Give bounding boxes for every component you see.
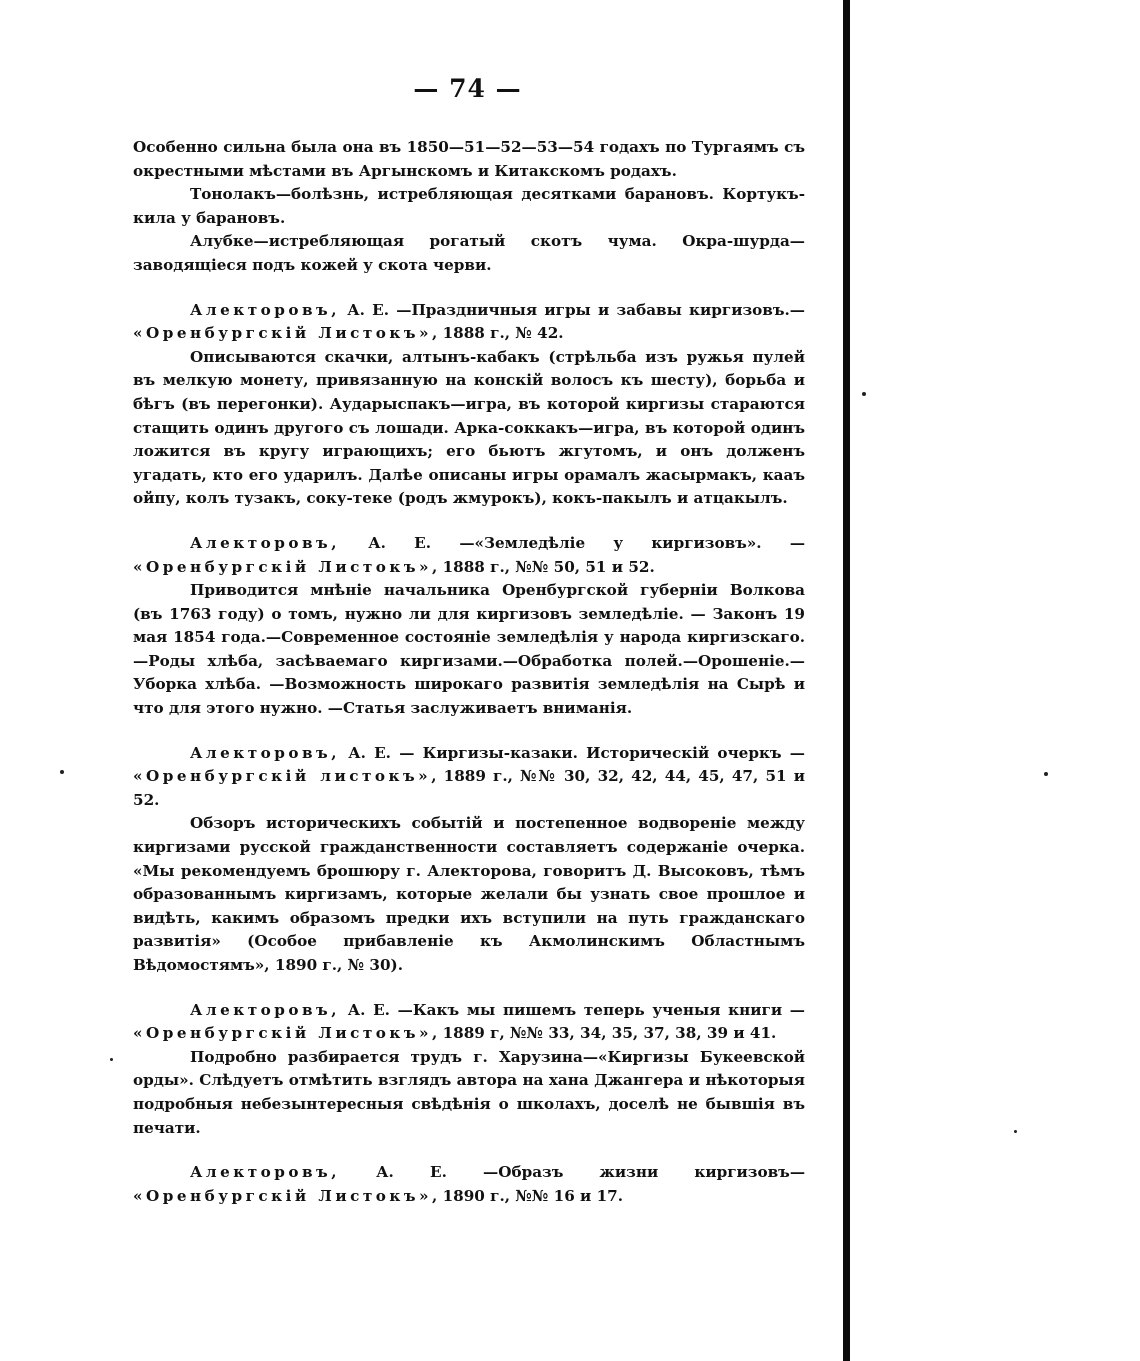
entry-issue: , 1888 г., № 42. [432,324,564,343]
entry-heading [133,532,805,579]
bibliography-entry-2 [133,532,805,721]
entry-author: Алекторовъ, [190,533,340,552]
entry-title: —Праздничныя игры и забавы киргизовъ.— [396,300,805,319]
entry-body: Обзоръ историческихъ событій и постепенное водвореніе между киргизами русской гражданственности составляетъ содержаніе очерка. «Мы рекомендуемъ брошюру г. Алекторова, говоритъ Д. Высоковъ, тѣмъ образованнымъ киргизамъ, которые желали бы узнать свое прошлое и видѣть, какимъ образомъ предки ихъ вступили на путь гражданскаго развитія» (Особое прибавленіе къ Акмолинскимъ Областнымъ Вѣдомостямъ», 1890 г., № 30). [133,814,805,974]
entry-author: Алекторовъ, [190,300,340,319]
scan-speck [1014,1130,1017,1133]
entry-heading [133,1161,805,1208]
entry-journal: «Оренбургскій Листокъ» [133,557,433,576]
entry-body: Подробно разбирается трудъ г. Харузина—«Киргизы Букеевской орды». Слѣдуетъ отмѣтить взглядъ автора на хана Джангера и нѣкоторыя подробныя небезынтересныя свѣдѣнія о школахъ, доселѣ не бывшія въ печати. [133,1047,805,1137]
entry-body: Приводится мнѣніе начальника Оренбургской губерніи Волкова (въ 1763 году) о томъ, нужно ли для киргизовъ земледѣліе. — Законъ 19 мая 1854 года.—Современное состояніе земледѣлія у народа киргизскаго.—Роды хлѣба, засѣваемаго киргизами.—Обработка полей.—Орошеніе.—Уборка хлѣба. —Возможность широкаго развитія земледѣлія на Сырѣ и что для этого нужно. —Статья заслуживаетъ вниманія. [133,581,805,718]
entry-author: Алекторовъ, [190,743,340,762]
entry-issue: , 1888 г., №№ 50, 51 и 52. [432,557,655,576]
entry-title: — Киргизы-казаки. Историческій очеркъ — [399,743,805,762]
bibliography-entry-4 [133,999,805,1141]
entry-initials: А. Е. [368,533,432,552]
binding-edge-rule [843,0,850,1361]
entry-heading [133,299,805,346]
entry-author: Алекторовъ, [190,1163,340,1182]
scan-speck [862,392,866,396]
entry-issue: , 1889 г., №№ 30, 32, 42, 44, 45, 47, 51 и 52. [133,767,805,809]
entry-journal: «Оренбургскій Листокъ» [133,1186,433,1205]
entry-title: —Какъ мы пишемъ теперь ученыя книги — [397,1000,805,1019]
intro-paragraph-3: Алубке—истребляющая рогатый скотъ чума. Окра-шурда—заводящіеся подъ кожей у скота черви. [133,232,805,274]
entry-initials: А. Е. [347,300,390,319]
entry-initials: А. Е. [347,1000,390,1019]
entry-journal: «Оренбургскій Листокъ» [133,324,433,343]
entry-body: Описываются скачки, алтынъ-кабакъ (стрѣльба изъ ружья пулей въ мелкую монету, привязанную на конскій волосъ къ шесту), борьба и бѣгъ (въ перегонки). Аударыспакъ—игра, въ которой киргизы стараются стащить одинъ другого съ лошади. Арка-соккакъ—игра, въ которой одинъ ложится въ кругу играющихъ; его бьютъ жгутомъ, и онъ долженъ угадать, кто его ударилъ. Далѣе описаны игры орамалъ жасырмакъ, кааъ ойпу, колъ тузакъ, соку-теке (родъ жмурокъ), кокъ-пакылъ и атцакылъ. [133,347,805,508]
bibliography-entry-3 [133,742,805,978]
entry-initials: А. Е. [376,1163,447,1182]
intro-paragraph-2: Тонолакъ—болѣзнь, истребляющая десятками барановъ. Кортукъ-кила у барановъ. [133,185,805,227]
entry-title: —Образъ жизни киргизовъ— [483,1163,806,1182]
entry-journal: «Оренбургскій листокъ» [133,767,432,786]
entry-heading [133,999,805,1046]
entry-heading [133,742,805,813]
entry-initials: А. Е. [348,743,391,762]
scan-speck [1044,772,1048,776]
bibliography-entry-1 [133,299,805,511]
scan-speck [60,770,64,774]
entry-issue: , 1890 г., №№ 16 и 17. [432,1186,624,1205]
page-number: — 74 — [413,74,522,103]
intro-paragraph-1: Особенно сильна была она въ 1850—51—52—53—54 годахъ по Тургаямъ съ окрестными мѣстами въ Аргынскомъ и Китакскомъ родахъ. [133,138,805,180]
text-column [133,136,805,1208]
entry-author: Алекторовъ, [190,1000,340,1019]
scan-speck [110,1058,113,1061]
entry-issue: , 1889 г, №№ 33, 34, 35, 37, 38, 39 и 41. [432,1024,777,1043]
entry-title: —«Земледѣліе у киргизовъ». — [459,533,806,552]
entry-journal: «Оренбургскій Листокъ» [133,1024,433,1043]
bibliography-entry-5 [133,1161,805,1208]
